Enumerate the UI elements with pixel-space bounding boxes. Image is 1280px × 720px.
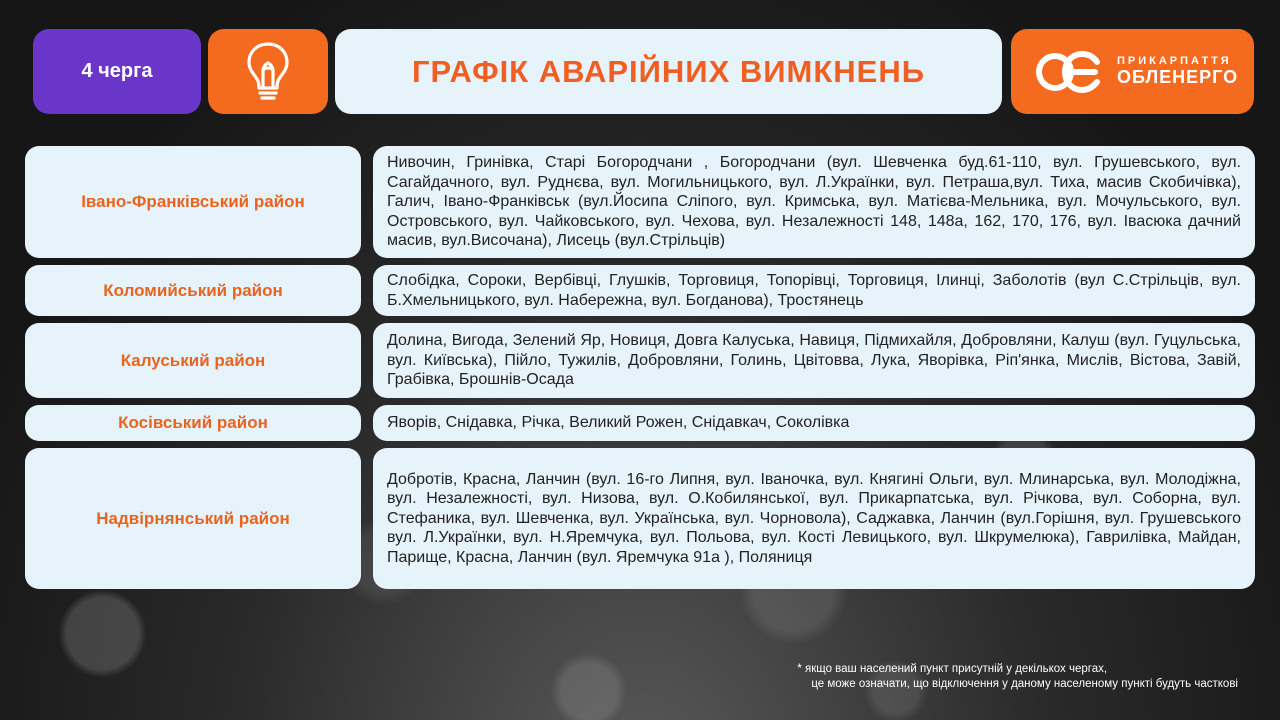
logo-wordmark [1117, 56, 1238, 86]
district-label-kalush: Калуський район [25, 323, 361, 398]
district-label-ivano-frankivsk: Івано-Франківський район [25, 146, 361, 258]
places-text: Нивочин, Гринівка, Старі Богородчани , Богородчани (вул. Шевченка буд.61-110, вул. Грушевського, вул. Сагайдачного, вул. Руднєва, вул. Могильницького, вул. Л.Українки, вул. Петраша,вул. Тиха, масив Скобичівка), Галич, Івано-Франківськ (вул.Йосипа Сліпого, вул. Кримська, вул. Матієва-Мельника, вул. Мочульського, вул. Островського, вул. Чайковського, вул. Чехова, вул. Незалежності 148, 148а, 162, 170, 176, вул. Івасюка дачний масив, вул.Височана), Лисець (вул.Стрільців) [387, 154, 1241, 250]
schedule-title-panel [335, 29, 1002, 114]
schedule-title: ГРАФІК АВАРІЙНИХ ВИМКНЕНЬ [411, 53, 926, 89]
oe-logo-mark-icon [1033, 49, 1103, 95]
places-text: Яворів, Снідавка, Річка, Великий Рожен, Снідавкач, Соколівка [387, 414, 850, 432]
bulb-tile [208, 29, 328, 114]
company-logo [1011, 29, 1254, 114]
district-places-kalush [373, 323, 1255, 398]
logo-line2: ОБЛЕНЕРГО [1117, 66, 1239, 87]
district-label-kosiv: Косівський район [25, 405, 361, 441]
footnote-line1: * якщо ваш населений пункт присутній у декількох чергах, [797, 663, 1108, 675]
footnote-line2: це може означати, що відключення у даному населеному пункті будуть часткові [811, 678, 1238, 690]
district-label-nadvirna: Надвірнянський район [25, 448, 361, 589]
district-places-nadvirna [373, 448, 1255, 589]
queue-badge [33, 29, 201, 114]
footnote [797, 662, 1238, 692]
district-label-kolomyia: Коломийський район [25, 265, 361, 316]
light-bulb-icon [245, 41, 291, 103]
district-places-kolomyia [373, 265, 1255, 316]
places-text: Добротів, Красна, Ланчин (вул. 16-го Липня, вул. Іваночка, вул. Княгині Ольги, вул. Млинарська, вул. Молодіжна, вул. Незалежності, вул. Низова, вул. О.Кобилянської, вул. Прикарпатська, вул. Річкова, вул. Соборна, вул. Стефаника, вул. Шевченка, вул. Українська, вул. Чорновола), Саджавка, Ланчин (вул.Горішня, вул. Грушевського вул. Л.Українки, вул. Н.Яремчука, вул. Польова, вул. Кості Левицького, вул. Шкрумелюка), Гаврилівка, Майдан, Парище, Красна, Ланчин (вул. Яремчука 91а ), Поляниця [387, 470, 1241, 566]
queue-label: 4 черга [81, 60, 153, 82]
district-places-kosiv [373, 405, 1255, 441]
district-places-ivano-frankivsk [373, 146, 1255, 258]
places-text: Долина, Вигода, Зелений Яр, Новиця, Довга Калуська, Навиця, Підмихайля, Добровляни, Калуш (вул. Гуцульська, вул. Київська), Пійло, Тужилів, Добровляни, Голинь, Цвітовва, Лука, Яворівка, Ріп'янка, Мислів, Вістова, Завій, Грабівка, Брошнів-Осада [387, 332, 1241, 389]
places-text: Слобідка, Сороки, Вербівці, Глушків, Торговиця, Топорівці, Торговиця, Ілинці, Заболотів (вул С.Стрільців, вул. Б.Хмельницького, вул. Набережна, вул. Богданова), Тростянець [387, 272, 1241, 309]
logo-line1: ПРИКАРПАТТЯ [1117, 55, 1232, 68]
